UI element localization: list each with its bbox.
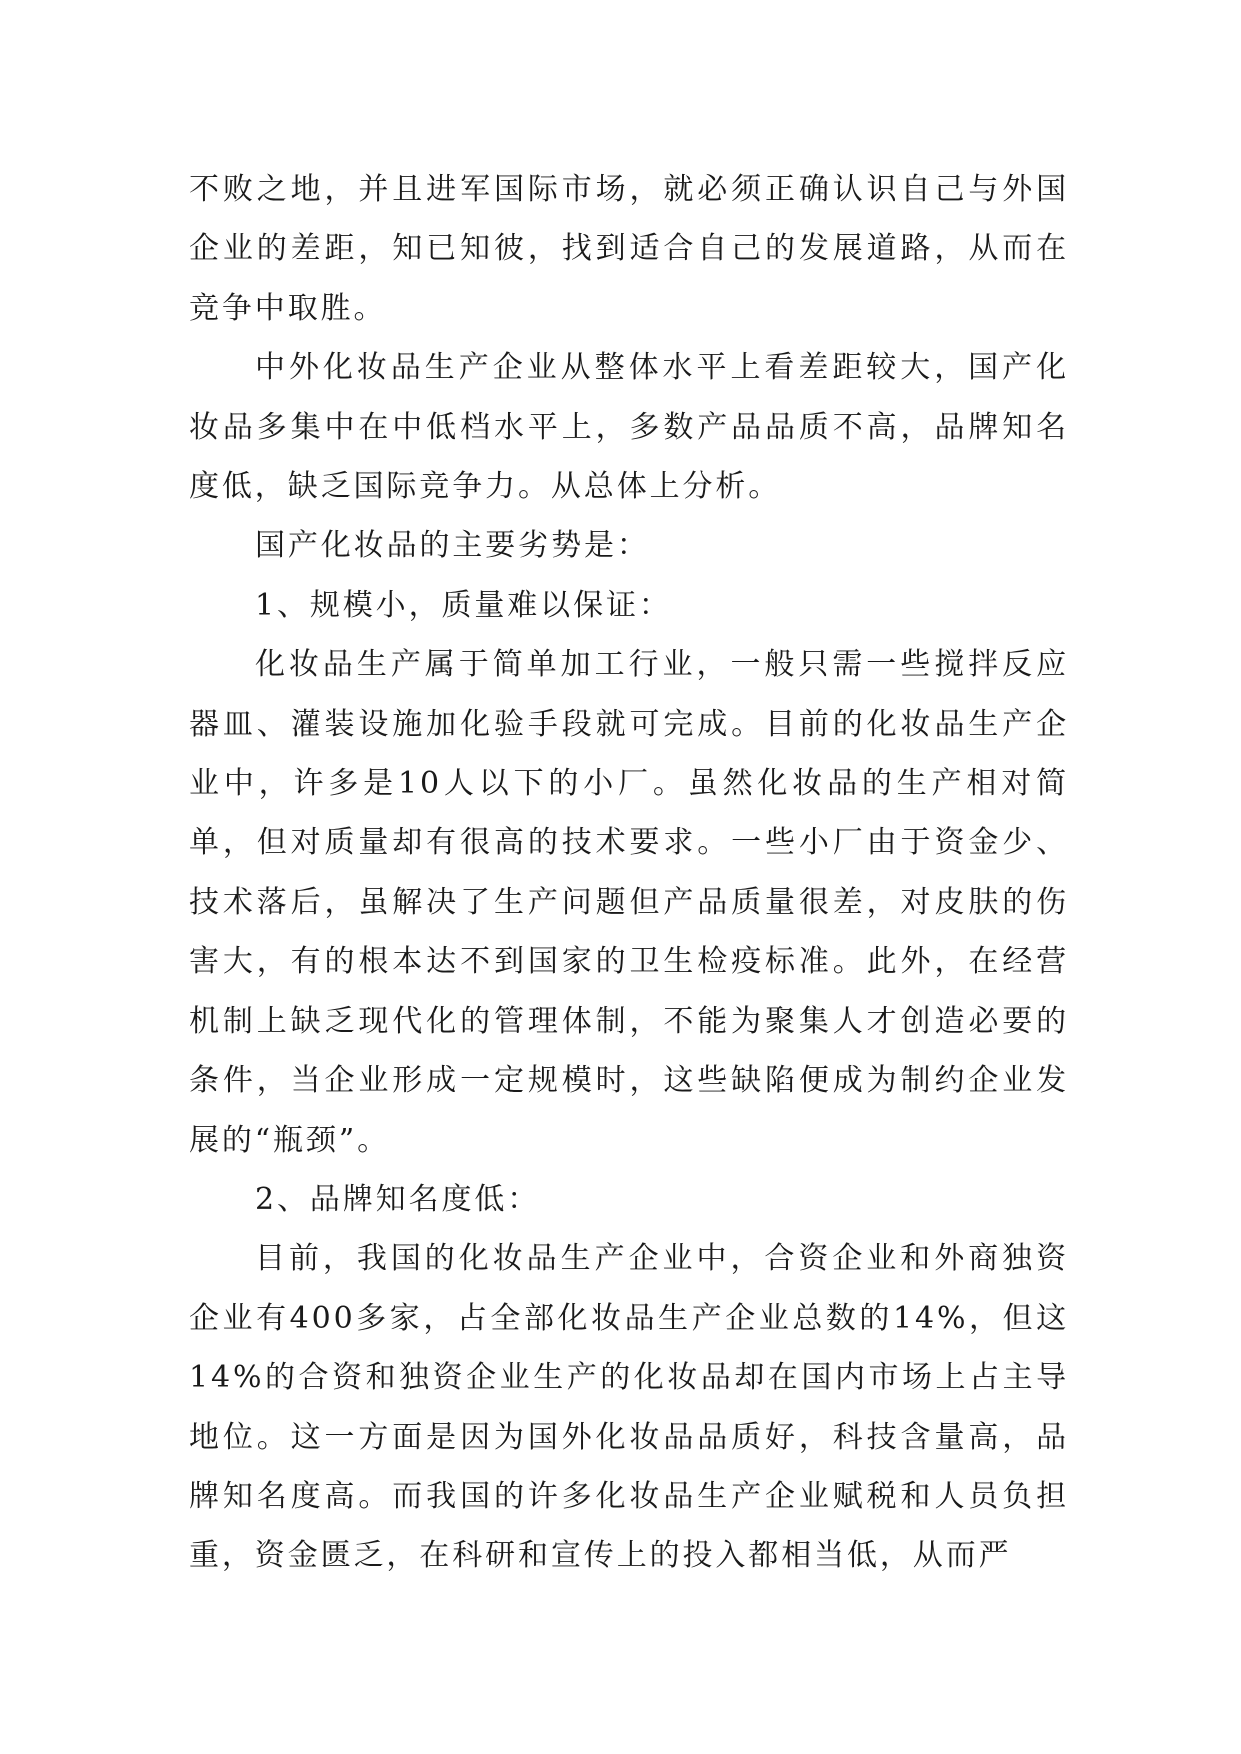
document-body — [189, 160, 1069, 1586]
section-heading: 2、品牌知名度低： — [255, 1181, 541, 1217]
paragraph: 中外化妆品生产企业从整体水平上看差距较大，国产化妆品多集中在中低档水平上，多数产品品质不高，品牌知名度低，缺乏国际竞争力。从总体上分析。 — [189, 350, 1069, 505]
paragraph: 目前，我国的化妆品生产企业中，合资企业和外商独资企业有400多家，占全部化妆品生产企业总数的14%，但这14%的合资和独资企业生产的化妆品却在国内市场上占主导地位。这一方面是因为国外化妆品品质好，科技含量高，品牌知名度高。而我国的许多化妆品生产企业赋税和人员负担重，资金匮乏，在科研和宣传上的投入都相当低，从而严 — [189, 1241, 1069, 1574]
section-heading: 1、规模小，质量难以保证： — [255, 587, 672, 623]
paragraph: 不败之地，并且进军国际市场，就必须正确认识自己与外国企业的差距，知已知彼，找到适合自己的发展道路，从而在竞争中取胜。 — [189, 172, 1069, 326]
paragraph: 国产化妆品的主要劣势是： — [255, 528, 650, 564]
paragraph: 化妆品生产属于简单加工行业，一般只需一些搅拌反应器皿、灌装设施加化验手段就可完成。目前的化妆品生产企业中，许多是10人以下的小厂。虽然化妆品的生产相对简单，但对质量却有很高的技术要求。一些小厂由于资金少、技术落后，虽解决了生产问题但产品质量很差，对皮肤的伤害大，有的根本达不到国家的卫生检疫标准。此外，在经营机制上缺乏现代化的管理体制，不能为聚集人才创造必要的条件，当企业形成一定规模时，这些缺陷便成为制约企业发展的“瓶颈”。 — [189, 647, 1069, 1158]
